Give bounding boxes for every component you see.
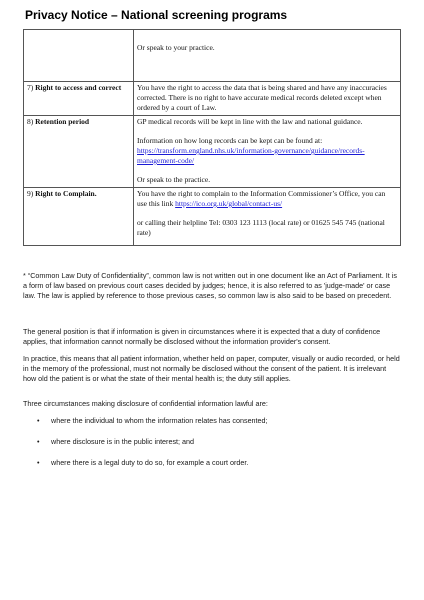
records-management-link[interactable]: https://transform.england.nhs.uk/information-governance/guidance/records-management-code/	[137, 146, 365, 165]
cell-text	[137, 189, 397, 209]
cell-text: GP medical records will be kept in line with the law and national guidance.	[137, 117, 363, 126]
row-number: 8)	[27, 117, 36, 126]
cell-text: or calling their helpline Tel: 0303 123 1113 (local rate) or 01625 545 745 (national rate)	[137, 218, 385, 237]
list-item-text: where there is a legal duty to do so, for example a court order.	[51, 458, 249, 467]
row-label-cell	[24, 188, 134, 246]
table-row	[24, 116, 401, 188]
row-number: 9)	[27, 189, 36, 198]
privacy-table	[23, 29, 401, 246]
ico-contact-link[interactable]: https://ico.org.uk/global/contact-us/	[175, 199, 283, 208]
list-item	[23, 416, 383, 426]
table-row	[24, 30, 401, 82]
list-item	[23, 458, 383, 468]
bullet-icon: •	[37, 458, 40, 467]
list-item	[23, 437, 383, 447]
cell-text	[137, 136, 397, 166]
body-paragraph: In practice, this means that all patient information, whether held on paper, computer, visually or audio recorded, or held in the memory of the professional, must not normally be disclosed without the consent of the patient. It is irrelevant how old the patient is or what the state of their mental health is; the duty still applies.	[23, 354, 400, 383]
row-label: Right to Complain	[35, 189, 95, 198]
bullet-icon: •	[37, 437, 40, 446]
body-paragraph: Three circumstances making disclosure of confidential information lawful are:	[23, 399, 268, 408]
cell-text: You have the right to access the data that is being shared and have any inaccuracies corrected. There is no right to have accurate medical records deleted except when ordered by a court of Law.	[137, 83, 387, 112]
list-item-text: where disclosure is in the public interest; and	[51, 437, 195, 446]
row-label: Retention period	[35, 117, 90, 126]
row-label-cell	[24, 30, 134, 82]
bullet-list	[23, 416, 383, 479]
bullet-icon: •	[37, 416, 40, 425]
row-content-cell	[134, 30, 401, 82]
row-number: 7)	[27, 83, 36, 92]
list-item-text: where the individual to whom the information relates has consented;	[51, 416, 268, 425]
row-label-cell	[24, 82, 134, 116]
row-content-cell	[134, 188, 401, 246]
footnote-paragraph: * “Common Law Duty of Confidentiality”, common law is not written out in one document like an Act of Parliament. It is a form of law based on previous court cases decided by judges; hence, it is also referred to as 'judge-made' or case law. The law is applied by reference to those previous cases, so common law is also said to be based on precedent.	[23, 271, 397, 300]
row-label: Right to access and correct	[35, 83, 122, 92]
table-row	[24, 82, 401, 116]
row-content-cell	[134, 116, 401, 188]
body-paragraph: The general position is that if information is given in circumstances where it is expected that a duty of confidence applies, that information cannot normally be disclosed without the information provider's consent.	[23, 327, 381, 346]
table-row	[24, 188, 401, 246]
link-intro: Information on how long records can be kept can be found at:	[137, 136, 323, 145]
row-content-cell	[134, 82, 401, 116]
row-label-suffix: .	[94, 189, 97, 198]
complain-text: You have the right to complain to the Information Commissioner’s Office, you can use this link	[137, 189, 386, 208]
page-title: Privacy Notice – National screening programs	[25, 8, 288, 22]
row-label-cell	[24, 116, 134, 188]
cell-text: Or speak to the practice.	[137, 175, 211, 184]
cell-text: Or speak to your practice.	[137, 43, 215, 52]
